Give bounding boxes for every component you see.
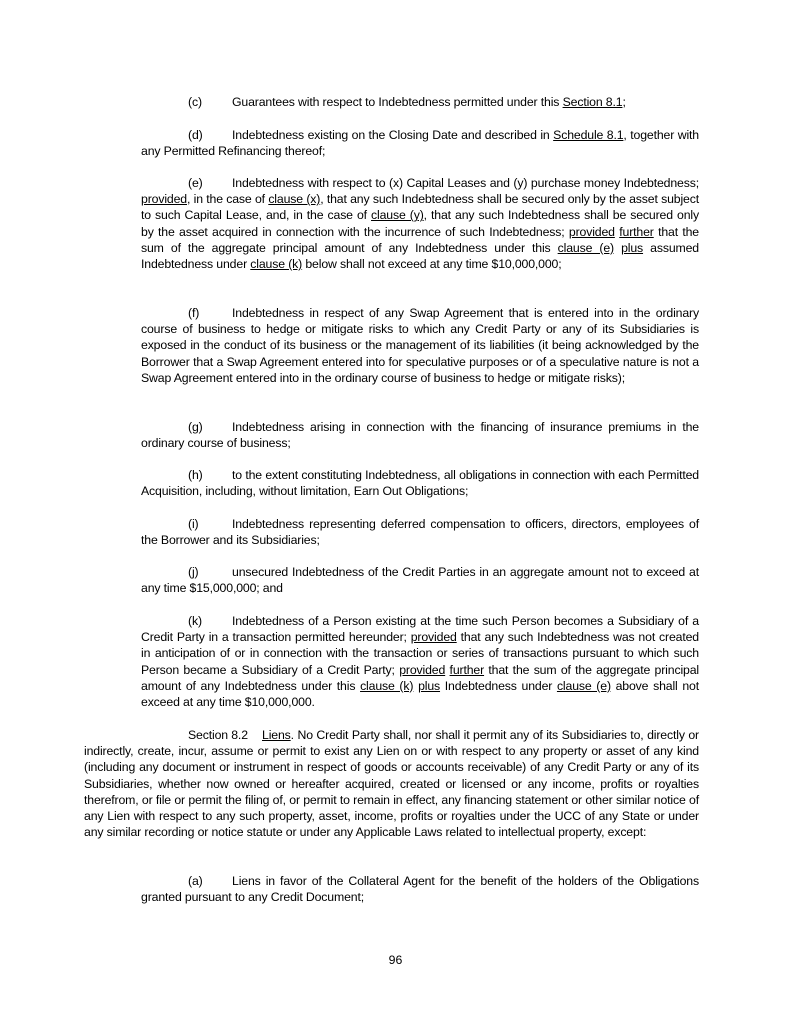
- clause-8-1-g: [141, 419, 699, 451]
- section-label: Section 8.2: [188, 728, 248, 742]
- clause-text: to the extent constituting Indebtedness, all obligations in connection with each Permitted Acquisition, including, without limitation, Earn Out Obligations;: [141, 468, 699, 499]
- clause-label: (e): [188, 176, 203, 190]
- clause-text: below shall not exceed at any time $10,000,000;: [302, 257, 562, 272]
- clause-text: [614, 241, 621, 255]
- emphasis-term: provided: [141, 192, 187, 207]
- clause-8-1-j: [141, 564, 699, 596]
- clause-text: assumed Indebtedness under: [141, 240, 699, 272]
- clause-text: , together with any Permitted Refinancing thereof;: [141, 128, 699, 159]
- clause-text: Guarantees with respect to Indebtedness permitted under this: [232, 95, 563, 109]
- clause-text: Indebtedness with respect to (x) Capital Leases and (y) purchase money Indebtedness;: [232, 176, 699, 190]
- cross-reference: clause (k): [250, 257, 303, 272]
- cross-reference: clause (y): [371, 208, 424, 223]
- section-8-2-liens: [84, 727, 699, 840]
- emphasis-term: plus: [418, 678, 441, 693]
- clause-8-1-c: [141, 94, 699, 110]
- emphasis-term: provided: [410, 630, 457, 645]
- clause-8-1-e: [141, 175, 699, 272]
- cross-reference: clause (k): [360, 678, 414, 693]
- section-heading: Liens: [262, 728, 291, 742]
- clause-label: (a): [188, 874, 203, 888]
- clause-label: (d): [188, 128, 203, 142]
- clause-text: , that any such Indebtedness shall be secured only by the asset acquired in connection with the incurrence of such Indebtedness;: [141, 208, 699, 239]
- clause-text: Indebtedness arising in connection with the financing of insurance premiums in the ordinary course of business;: [141, 420, 699, 451]
- clause-8-1-i: [141, 516, 699, 548]
- clause-text: Indebtedness in respect of any Swap Agreement that is entered into in the ordinary course of business to hedge or mitigate risks to which any Credit Party or any of its Subsidiaries is exposed in the conduct of its business or the management of its liabilities (it being acknowledged by the Borrower that a Swap Agreement entered into for speculative purposes or of a speculative nature is not a Swap Agreement entered into in the ordinary course of business to hedge or mitigate risks);: [141, 306, 699, 385]
- clause-8-1-d: [141, 127, 699, 159]
- clause-label: (f): [188, 306, 200, 320]
- clause-8-2-a: [141, 873, 699, 905]
- clause-label: (k): [188, 614, 202, 628]
- clause-text: that the sum of the aggregate principal amount of any Indebtedness under this: [141, 224, 699, 255]
- clause-8-1-f: [141, 305, 699, 386]
- clause-label: (j): [188, 565, 199, 579]
- clause-text: , that any such Indebtedness shall be secured only by the asset subject to such Capital Lease, and, in the case of: [141, 192, 699, 223]
- clause-label: (c): [188, 95, 202, 109]
- clause-8-1-k: [141, 613, 699, 710]
- page-number: 96: [388, 953, 403, 967]
- clause-text: Indebtedness of a Person existing at the time such Person becomes a Subsidiary of a Credit Party in a transaction permitted hereunder;: [141, 614, 699, 645]
- clause-text: ;: [622, 95, 626, 109]
- clause-text: Liens in favor of the Collateral Agent for the benefit of the holders of the Obligations granted pursuant to any Credit Document;: [141, 874, 699, 905]
- clause-label: (h): [188, 468, 203, 482]
- clause-text: above shall not exceed at any time $10,000,000.: [141, 678, 699, 710]
- cross-reference: clause (x): [268, 192, 321, 207]
- clause-text: that the sum of the aggregate principal amount of any Indebtedness under this: [141, 662, 699, 693]
- emphasis-term: provided: [399, 662, 446, 677]
- emphasis-term: provided: [568, 224, 615, 239]
- clause-text: that any such Indebtedness was not created in anticipation of or in connection with the transaction or series of transactions pursuant to which such Person became a Subsidiary of a Credit Party;: [141, 630, 699, 677]
- clause-text: Indebtedness representing deferred compensation to officers, directors, employees of the Borrower and its Subsidiaries;: [141, 517, 699, 548]
- emphasis-term: plus: [621, 240, 644, 255]
- clause-label: (g): [188, 420, 203, 434]
- section-text: . No Credit Party shall, nor shall it permit any of its Subsidiaries to, directly or indirectly, create, incur, assume or permit to exist any Lien on or with respect to any property or asset of any kind (including any document or instrument in respect of goods or accounts receivable) of any Credit Party or any of its Subsidiaries, whether now owned or hereafter acquired, created or licensed or any income, profits or royalties therefrom, or file or permit the filing of, or permit to remain in effect, any financing statement or other similar notice of any Lien with respect to any such property, asset, income, profits or royalties under the UCC of any State or under any similar recording or notice statute or under any Applicable Laws related to intellectual property, except:: [84, 728, 699, 840]
- clause-text: unsecured Indebtedness of the Credit Parties in an aggregate amount not to exceed at any time $15,000,000; and: [141, 565, 699, 596]
- clause-8-1-h: [141, 467, 699, 499]
- cross-reference: clause (e): [556, 678, 611, 693]
- cross-reference: Schedule 8.1: [553, 128, 624, 142]
- clause-label: (i): [188, 517, 199, 531]
- cross-reference: clause (e): [557, 240, 614, 255]
- cross-reference: Section 8.1: [562, 95, 623, 109]
- emphasis-term: further: [449, 662, 485, 677]
- clause-text: Indebtedness under: [440, 678, 557, 693]
- emphasis-term: further: [619, 224, 654, 239]
- clause-text: Indebtedness existing on the Closing Date and described in: [232, 128, 554, 142]
- clause-text: , in the case of: [186, 192, 269, 207]
